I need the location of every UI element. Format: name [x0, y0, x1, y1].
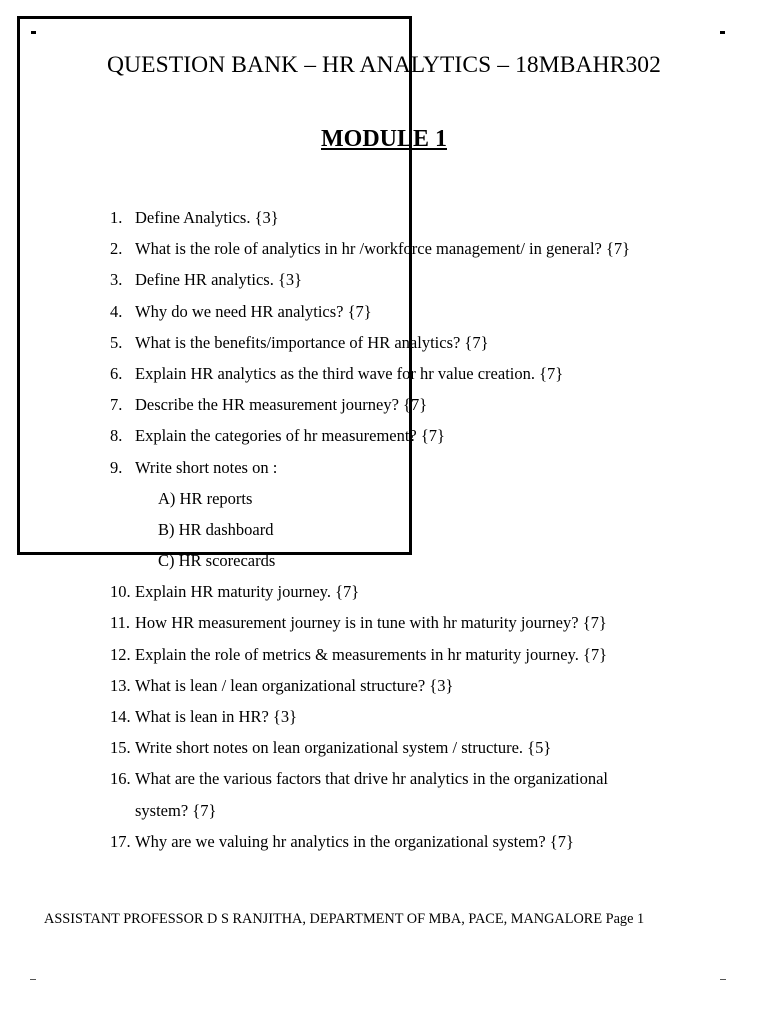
question-text: What are the various factors that drive hr analytics in the organizational [135, 769, 608, 789]
question-number: 3. [110, 270, 123, 290]
question-item [0, 670, 768, 701]
question-item [0, 763, 768, 794]
module-heading: MODULE 1 [321, 126, 447, 152]
question-item [0, 264, 768, 295]
question-text: Explain HR analytics as the third wave for hr value creation. {7} [135, 363, 564, 383]
question-list [0, 202, 768, 857]
question-text: Explain the role of metrics & measurements in hr maturity journey. {7} [135, 644, 608, 664]
question-number: 6. [110, 363, 123, 383]
question-text: How HR measurement journey is in tune with hr maturity journey? {7} [135, 613, 607, 633]
question-item [0, 420, 768, 451]
question-number: 2. [110, 239, 123, 259]
question-item [0, 296, 768, 327]
question-text: Define Analytics. {3} [135, 208, 279, 227]
question-number: 14. [110, 707, 131, 726]
question-text: What is lean in HR? {3} [135, 707, 298, 726]
question-item [0, 701, 768, 732]
question-item [0, 545, 768, 576]
question-text: Explain the categories of hr measurement? {7} [135, 426, 445, 446]
question-text: What is the benefits/importance of HR analytics? {7} [135, 332, 489, 352]
question-number: 12. [110, 644, 131, 664]
question-number: 11. [110, 613, 131, 633]
question-text: system? {7} [135, 800, 217, 820]
question-item [0, 826, 768, 857]
question-item [0, 576, 768, 607]
question-number: 15. [110, 738, 131, 758]
question-item [0, 607, 768, 638]
question-item [0, 483, 768, 514]
question-item [0, 389, 768, 420]
question-number: 1. [110, 208, 123, 227]
document-title: QUESTION BANK – HR ANALYTICS – 18MBAHR302 [106, 52, 662, 78]
question-text: Write short notes on : [135, 457, 278, 477]
question-text: What is lean / lean organizational structure? {3} [135, 675, 454, 695]
question-number: 8. [110, 426, 123, 446]
question-item [0, 327, 768, 358]
question-text: A) HR reports [158, 488, 253, 508]
question-item [0, 514, 768, 545]
question-number: 17. [110, 831, 131, 851]
question-number: 5. [110, 332, 123, 352]
corner-mark-top-right [720, 31, 725, 34]
question-item [0, 452, 768, 483]
question-text: Describe the HR measurement journey? {7} [135, 395, 428, 415]
question-text: Why are we valuing hr analytics in the organizational system? {7} [135, 831, 574, 851]
page-footer: ASSISTANT PROFESSOR D S RANJITHA, DEPARTMENT OF MBA, PACE, MANGALORE Page 1 [44, 911, 645, 927]
question-text: B) HR dashboard [158, 519, 274, 539]
question-text: Write short notes on lean organizational system / structure. {5} [135, 738, 552, 758]
corner-mark-bottom-left [30, 979, 36, 980]
corner-mark-top-left [31, 31, 36, 34]
question-number: 10. [110, 582, 131, 602]
question-item [0, 639, 768, 670]
question-item [0, 732, 768, 763]
question-number: 9. [110, 457, 123, 477]
question-item [0, 233, 768, 264]
question-text: What is the role of analytics in hr /workforce management/ in general? {7} [135, 239, 631, 259]
question-number: 4. [110, 301, 123, 321]
question-number: 13. [110, 675, 131, 695]
question-item [0, 202, 768, 233]
question-number: 16. [110, 769, 131, 789]
question-item [0, 358, 768, 389]
question-text: Why do we need HR analytics? {7} [135, 301, 372, 321]
question-text: Define HR analytics. {3} [135, 270, 303, 290]
question-number: 7. [110, 395, 123, 415]
question-item [0, 795, 768, 826]
corner-mark-bottom-right [720, 979, 726, 980]
question-text: C) HR scorecards [158, 551, 276, 571]
question-text: Explain HR maturity journey. {7} [135, 582, 360, 602]
